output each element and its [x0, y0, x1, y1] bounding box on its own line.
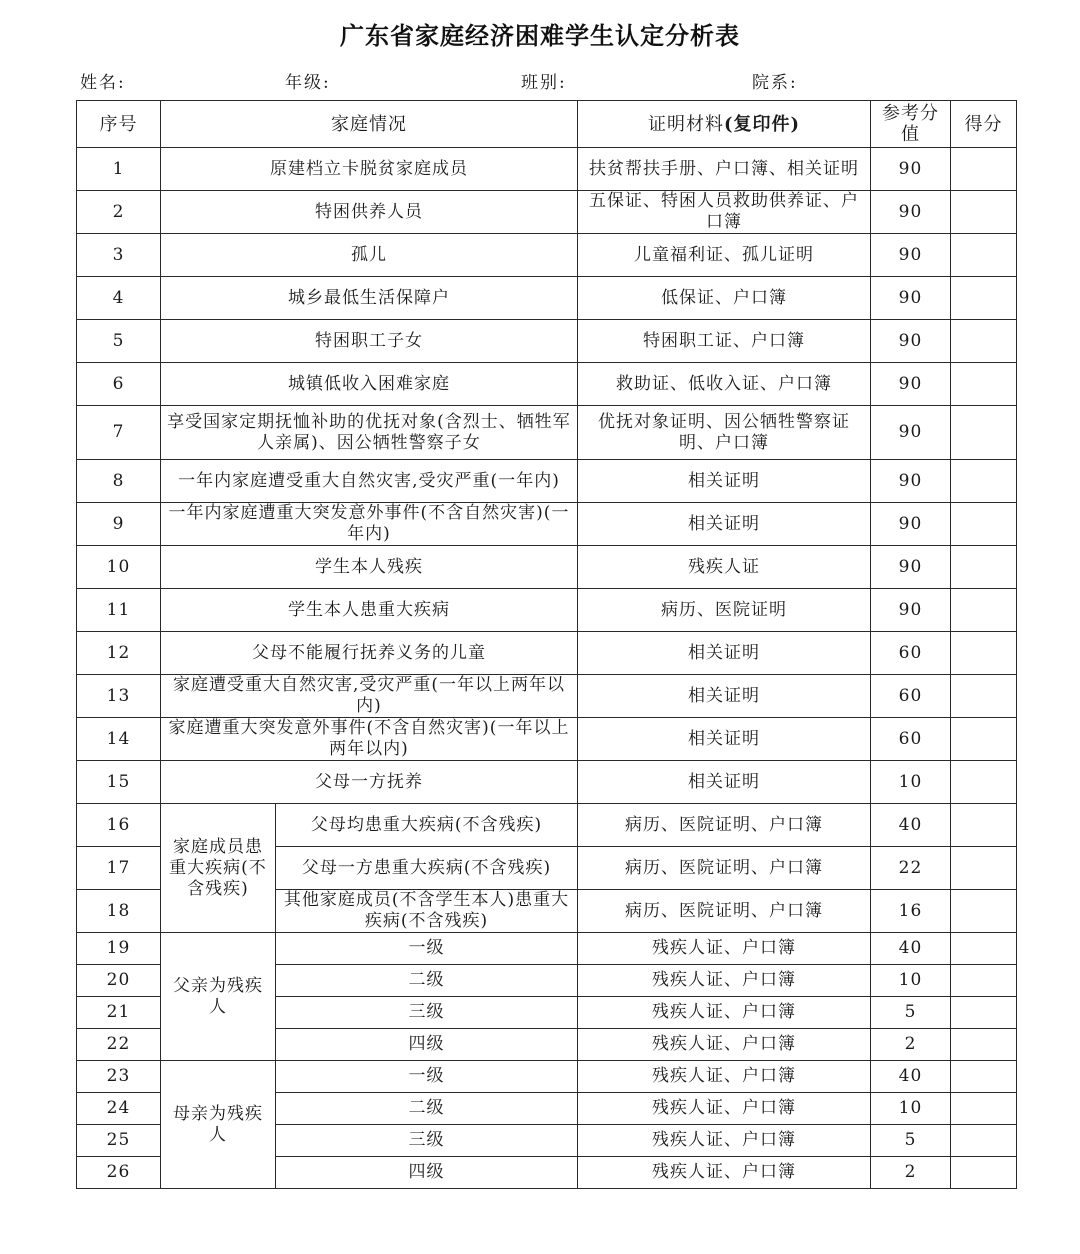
- score-cell: [951, 1093, 1017, 1125]
- table-row: 18 其他家庭成员(不含学生本人)患重大疾病(不含残疾) 病历、医院证明、户口簿 16: [77, 890, 1017, 933]
- table-row: 20 二级 残疾人证、户口簿 10: [77, 965, 1017, 997]
- score-cell: [951, 148, 1017, 191]
- score-cell: [951, 632, 1017, 675]
- header-situation: 家庭情况: [161, 101, 578, 148]
- score-cell: [951, 965, 1017, 997]
- illness-group-label: 家庭成员患重大疾病(不含残疾): [161, 804, 276, 933]
- score-cell: [951, 546, 1017, 589]
- table-row: 3 孤儿 儿童福利证、孤儿证明 90: [77, 234, 1017, 277]
- score-cell: [951, 234, 1017, 277]
- table-row: 10 学生本人残疾 残疾人证 90: [77, 546, 1017, 589]
- table-row: 6 城镇低收入困难家庭 救助证、低收入证、户口簿 90: [77, 363, 1017, 406]
- table-row: 21 三级 残疾人证、户口簿 5: [77, 997, 1017, 1029]
- score-cell: [951, 933, 1017, 965]
- table-header-row: [77, 101, 1017, 148]
- table-row: 7 享受国家定期抚恤补助的优抚对象(含烈士、牺牲军人亲属)、因公牺牲警察子女 优抚对象证明、因公牺牲警察证明、户口簿 90: [77, 406, 1017, 460]
- class-field: 班别:: [521, 73, 567, 93]
- father-group-label: 父亲为残疾人: [161, 933, 276, 1061]
- score-cell: [951, 1061, 1017, 1093]
- table-row: 17 父母一方患重大疾病(不含残疾) 病历、医院证明、户口簿 22: [77, 847, 1017, 890]
- score-cell: [951, 191, 1017, 234]
- table-row: 1 原建档立卡脱贫家庭成员 扶贫帮扶手册、户口簿、相关证明 90: [77, 148, 1017, 191]
- score-cell: [951, 890, 1017, 933]
- table-row: 13 家庭遭受重大自然灾害,受灾严重(一年以上两年以内) 相关证明 60: [77, 675, 1017, 718]
- table-row: 24 二级 残疾人证、户口簿 10: [77, 1093, 1017, 1125]
- score-cell: [951, 406, 1017, 460]
- header-score: 得分: [951, 101, 1017, 148]
- score-cell: [951, 503, 1017, 546]
- score-cell: [951, 1125, 1017, 1157]
- table-row: 22 四级 残疾人证、户口簿 2: [77, 1029, 1017, 1061]
- score-cell: [951, 460, 1017, 503]
- score-cell: [951, 997, 1017, 1029]
- score-cell: [951, 847, 1017, 890]
- page-title: 广东省家庭经济困难学生认定分析表: [340, 22, 740, 50]
- table-row: 16 家庭成员患重大疾病(不含残疾) 父母均患重大疾病(不含残疾) 病历、医院证明、户口簿 40: [77, 804, 1017, 847]
- mother-group-label: 母亲为残疾人: [161, 1061, 276, 1189]
- header-materials: 证明材料(复印件): [578, 101, 871, 148]
- score-cell: [951, 718, 1017, 761]
- score-cell: [951, 320, 1017, 363]
- score-cell: [951, 675, 1017, 718]
- table-row: 2 特困供养人员 五保证、特困人员救助供养证、户口簿 90: [77, 191, 1017, 234]
- score-cell: [951, 1029, 1017, 1061]
- table-row: 12 父母不能履行抚养义务的儿童 相关证明 60: [77, 632, 1017, 675]
- score-cell: [951, 589, 1017, 632]
- assessment-table: [76, 100, 1017, 1189]
- table-row: 23 母亲为残疾人 一级 残疾人证、户口簿 40: [77, 1061, 1017, 1093]
- header-no: 序号: [77, 101, 161, 148]
- table-row: 15 父母一方抚养 相关证明 10: [77, 761, 1017, 804]
- header-ref-score: 参考分值: [871, 101, 951, 148]
- score-cell: [951, 804, 1017, 847]
- table-row: 25 三级 残疾人证、户口簿 5: [77, 1125, 1017, 1157]
- table-row: 4 城乡最低生活保障户 低保证、户口簿 90: [77, 277, 1017, 320]
- score-cell: [951, 1157, 1017, 1189]
- table-row: 5 特困职工子女 特困职工证、户口簿 90: [77, 320, 1017, 363]
- score-cell: [951, 761, 1017, 804]
- score-cell: [951, 363, 1017, 406]
- table-row: 8 一年内家庭遭受重大自然灾害,受灾严重(一年内) 相关证明 90: [77, 460, 1017, 503]
- table-row: 11 学生本人患重大疾病 病历、医院证明 90: [77, 589, 1017, 632]
- name-field: 姓名:: [80, 73, 126, 93]
- table-row: 19 父亲为残疾人 一级 残疾人证、户口簿 40: [77, 933, 1017, 965]
- department-field: 院系:: [752, 73, 798, 93]
- table-row: 9 一年内家庭遭重大突发意外事件(不含自然灾害)(一年内) 相关证明 90: [77, 503, 1017, 546]
- score-cell: [951, 277, 1017, 320]
- table-row: 14 家庭遭重大突发意外事件(不含自然灾害)(一年以上两年以内) 相关证明 60: [77, 718, 1017, 761]
- table-row: 26 四级 残疾人证、户口簿 2: [77, 1157, 1017, 1189]
- grade-field: 年级:: [285, 73, 331, 93]
